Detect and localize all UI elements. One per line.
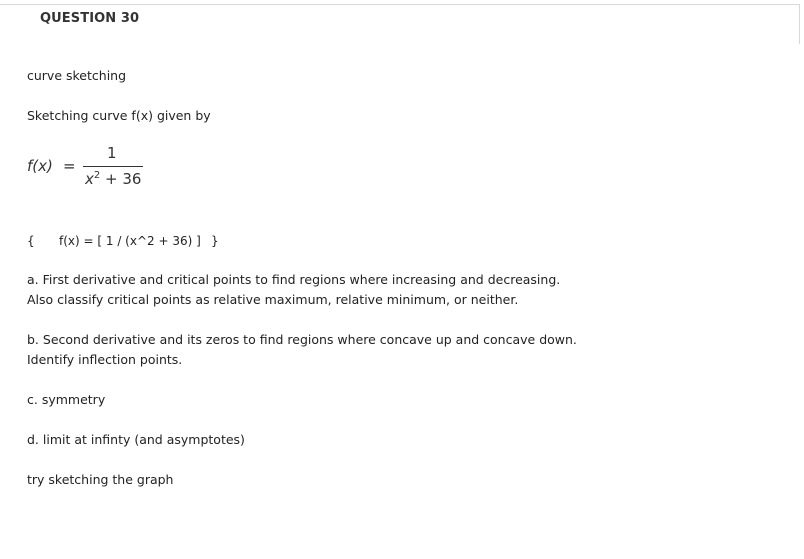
question-intro: Sketching curve f(x) given by (27, 108, 211, 123)
plain-formula: f(x) = [ 1 / (x^2 + 36) ] (59, 234, 201, 248)
part-a-line2: Also classify critical points as relative maximum, relative minimum, or neither. (27, 292, 519, 307)
question-header: QUESTION 30 (40, 11, 140, 26)
part-b-line1: b. Second derivative and its zeros to find regions where concave up and concave down. (27, 332, 577, 347)
part-b-line2: Identify inflection points. (27, 352, 183, 367)
top-divider (0, 4, 800, 5)
formula-lhs: f(x) (27, 157, 53, 175)
denominator-exponent: 2 (93, 170, 101, 181)
formula-display (27, 144, 157, 196)
fraction-bar (83, 166, 143, 167)
right-panel-edge (799, 4, 800, 44)
formula-numerator: 1 (107, 144, 117, 162)
part-d: d. limit at infinty (and asymptotes) (27, 432, 245, 447)
part-c: c. symmetry (27, 392, 106, 407)
part-a-line1: a. First derivative and critical points to find regions where increasing and decreasing. (27, 272, 561, 287)
formula-equals: = (63, 157, 76, 175)
question-topic: curve sketching (27, 68, 127, 83)
denominator-constant: + 36 (100, 170, 142, 188)
formula-denominator (85, 170, 141, 188)
closing-instruction: try sketching the graph (27, 472, 174, 487)
plain-open-brace: { (27, 234, 35, 248)
plain-close-brace: } (211, 234, 219, 248)
denominator-variable: x (85, 170, 94, 188)
